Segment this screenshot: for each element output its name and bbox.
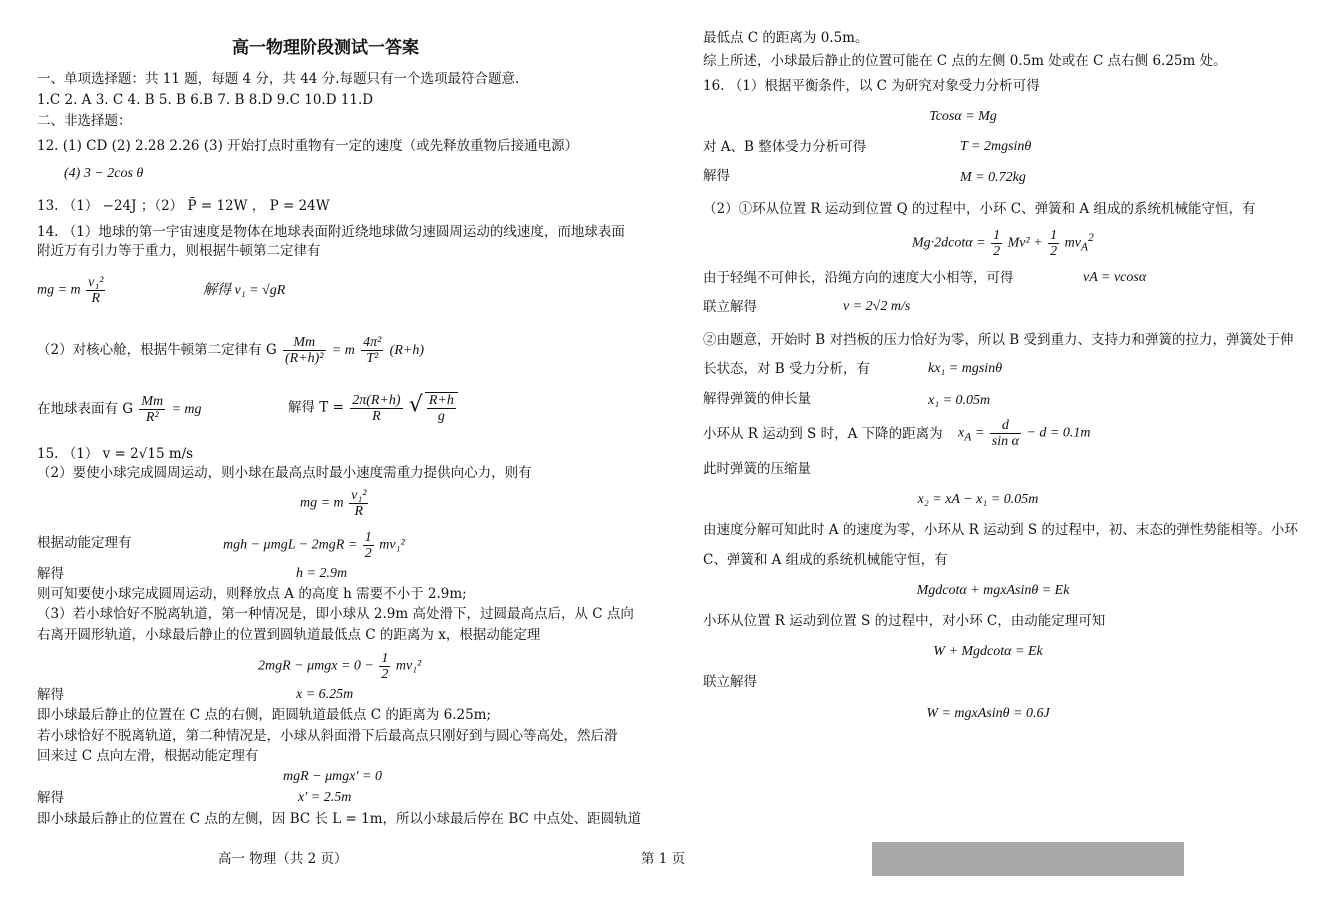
q15-energy-label: 根据动能定理有 — [37, 535, 132, 551]
q12-part4: (4) 3 − 2cos θ — [64, 166, 144, 181]
q16-equation-5: kx₁ = mgsinθ — [928, 361, 1003, 376]
section-choice-heading: 一、单项选择题：共 11 题，每题 4 分，共 44 分.每题只有一个选项最符合题意. — [37, 71, 520, 87]
q15-conclusion-2: 即小球最后静止的位置在 C 点的右侧，距圆轨道最低点 C 的距离为 6.25m; — [37, 707, 492, 723]
q12-answer: 12. (1) CD (2) 2.28 2.26 (3) 开始打点时重物有一定的速度（或先释放重物后接通电源） — [37, 138, 579, 154]
q16-rope-text: 由于轻绳不可伸长，沿绳方向的速度大小相等，可得 — [703, 270, 1014, 286]
q15-equation-1: mg = m $\frac{\text{v₁²}}{R}$ — [300, 488, 367, 519]
q15-x-result: x = 6.25m — [296, 687, 354, 702]
q15-conclusion-1: 则可知要使小球完成圆周运动，则释放点 A 的高度 h 需要不小于 2.9m; — [37, 586, 467, 602]
q16-part2b-line1: ②由题意，开始时 B 对挡板的压力恰好为零，所以 B 受到重力、支持力和弹簧的拉力，弹簧处于伸 — [703, 332, 1294, 348]
q16-combine-label-2: 联立解得 — [703, 674, 757, 690]
q13-answer: 13. （1） −24J ；（2） P̄ = 12W ， P = 24W — [37, 198, 330, 214]
q16-part2-text: （2）①环从位置 R 运动到位置 Q 的过程中，小环 C、弹簧和 A 组成的系统机械能守恒，有 — [703, 201, 1256, 217]
q15-x2-result: x′ = 2.5m — [298, 790, 352, 805]
q15-part3-line2: 右离开圆形轨道，小球最后静止的位置到圆轨道最低点 C 的距离为 x，根据动能定理 — [37, 627, 541, 643]
q14-solution-1: 解得 v₁ = √gR — [203, 283, 286, 298]
q16-combine-label-1: 联立解得 — [703, 299, 757, 315]
q15-solve-label-1: 解得 — [37, 566, 64, 582]
q16-solve-label-1: 解得 — [703, 168, 730, 184]
q15-equation-4: mgR − μmgx′ = 0 — [283, 769, 382, 784]
q15-solve-label-3: 解得 — [37, 790, 64, 806]
q16-M-result: M = 0.72kg — [960, 170, 1026, 185]
q14-surface-equation: 在地球表面有 G $\frac{Mm}{\text{R²}}$ = mg — [37, 394, 202, 425]
r-summary: 综上所述，小球最后静止的位置可能在 C 点的左侧 0.5m 处或在 C 点右侧 6.25m 处。 — [703, 53, 1227, 69]
page-title: 高一物理阶段测试一答案 — [232, 38, 419, 58]
q15-conclusion-3: 即小球最后静止的位置在 C 点的左侧，因 BC 长 L = 1m，所以小球最后停在 BC 中点处、距圆轨道 — [37, 811, 642, 827]
q16-W-result: W = mgxAsinθ = 0.6J — [926, 706, 1050, 721]
q15-solve-label-2: 解得 — [37, 687, 64, 703]
q16-x1-result: x₁ = 0.05m — [928, 393, 991, 408]
q14-part2-equation: （2）对核心舱，根据牛顿第二定律有 G $\frac{Mm}{\text{(R+h)²}}$ = m $\frac{\text{4π²}}{\text{T²}}$ (R+h) — [37, 335, 424, 366]
q16-equation-4: vA = vcosα — [1083, 270, 1147, 285]
q16-v-result: v = 2√2 m/s — [843, 299, 911, 314]
q15-part3-line3: 若小球恰好不脱离轨道，第二种情况是，小球从斜面滑下后最高点只刚好到与圆心等高处，然后滑 — [37, 728, 618, 744]
q15-h-result: h = 2.9m — [296, 566, 348, 581]
q16-part1-text: 16. （1）根据平衡条件，以 C 为研究对象受力分析可得 — [703, 78, 1040, 94]
q14-text-line1: 14. （1）地球的第一宇宙速度是物体在地球表面附近绕地球做匀速圆周运动的线速度，而地球表面 — [37, 224, 625, 240]
q14-solution-2: 解得 T = $\frac{2\pi(R+h)}{R}$ √ $\frac{R+h}{g}$ — [288, 392, 460, 424]
q15-part3-line4: 回来过 C 点向左滑，根据动能定理有 — [37, 748, 259, 764]
q16-part2c-line3: 小环从位置 R 运动到位置 S 的过程中，对小环 C，由动能定理可知 — [703, 613, 1106, 629]
q16-part2c-line1: 由速度分解可知此时 A 的速度为零，小环从 R 运动到 S 的过程中，初、末态的弹性势能相等。小环 — [703, 522, 1298, 538]
q16-equation-2: T = 2mgsinθ — [960, 139, 1032, 154]
q16-equation-6: Mgdcotα + mgxAsinθ = Ek — [916, 583, 1070, 598]
q16-fall-text: 小环从 R 运动到 S 时，A 下降的距离为 — [703, 426, 943, 442]
q16-part2b-line2: 长状态，对 B 受力分析，有 — [703, 361, 871, 377]
redaction-box — [872, 842, 1184, 876]
q16-xA-equation: $x_A$ = $\frac{d}{\text{sin α}}$ − d = 0.1m — [958, 418, 1091, 449]
footer-course: 高一 物理（共 2 页） — [218, 851, 348, 867]
q16-extension-label: 解得弹簧的伸长量 — [703, 391, 811, 407]
q16-equation-3: Mg·2dcotα = $\frac{1}{2}$ Mv² + $\frac{1}{2}$ $mv_A^2$ — [912, 228, 1094, 259]
q16-x2-equation: x₂ = xA − x₁ = 0.05m — [917, 492, 1039, 507]
q15-part2-text: （2）要使小球完成圆周运动，则小球在最高点时最小速度需重力提供向心力，则有 — [37, 465, 532, 481]
footer-page-number: 第 1 页 — [641, 851, 686, 867]
q14-equation-1: mg = m $\frac{\text{v₁²}}{R}$ — [37, 275, 104, 306]
q16-ab-text: 对 A、B 整体受力分析可得 — [703, 139, 867, 155]
q15-part3-equation: 2mgR − μmgx = 0 − $\frac{1}{2}$ mv₁² — [258, 651, 422, 682]
section-nonchoice-heading: 二、非选择题： — [37, 113, 132, 129]
q14-text-line2: 附近万有引力等于重力，则根据牛顿第二定律有 — [37, 243, 321, 259]
q16-equation-1: Tcosα = Mg — [929, 109, 997, 124]
q16-equation-7: W + Mgdcotα = Ek — [933, 644, 1043, 659]
q15-part1: 15. （1） v = 2√15 m/s — [37, 446, 194, 462]
q15-part3-line1: （3）若小球恰好不脱离轨道，第一种情况是，即小球从 2.9m 高处滑下，过圆最高点后，从 C 点向 — [37, 606, 634, 622]
r-continuation: 最低点 C 的距离为 0.5m。 — [703, 30, 869, 46]
choice-answers: 1.C 2. A 3. C 4. B 5. B 6.B 7. B 8.D 9.C 10.D 11.D — [37, 92, 374, 108]
q16-part2c-line2: C、弹簧和 A 组成的系统机械能守恒，有 — [703, 552, 948, 568]
q16-compression-label: 此时弹簧的压缩量 — [703, 461, 811, 477]
q15-energy-equation: mgh − μmgL − 2mgR = $\frac{1}{2}$ mv₁² — [223, 530, 405, 561]
